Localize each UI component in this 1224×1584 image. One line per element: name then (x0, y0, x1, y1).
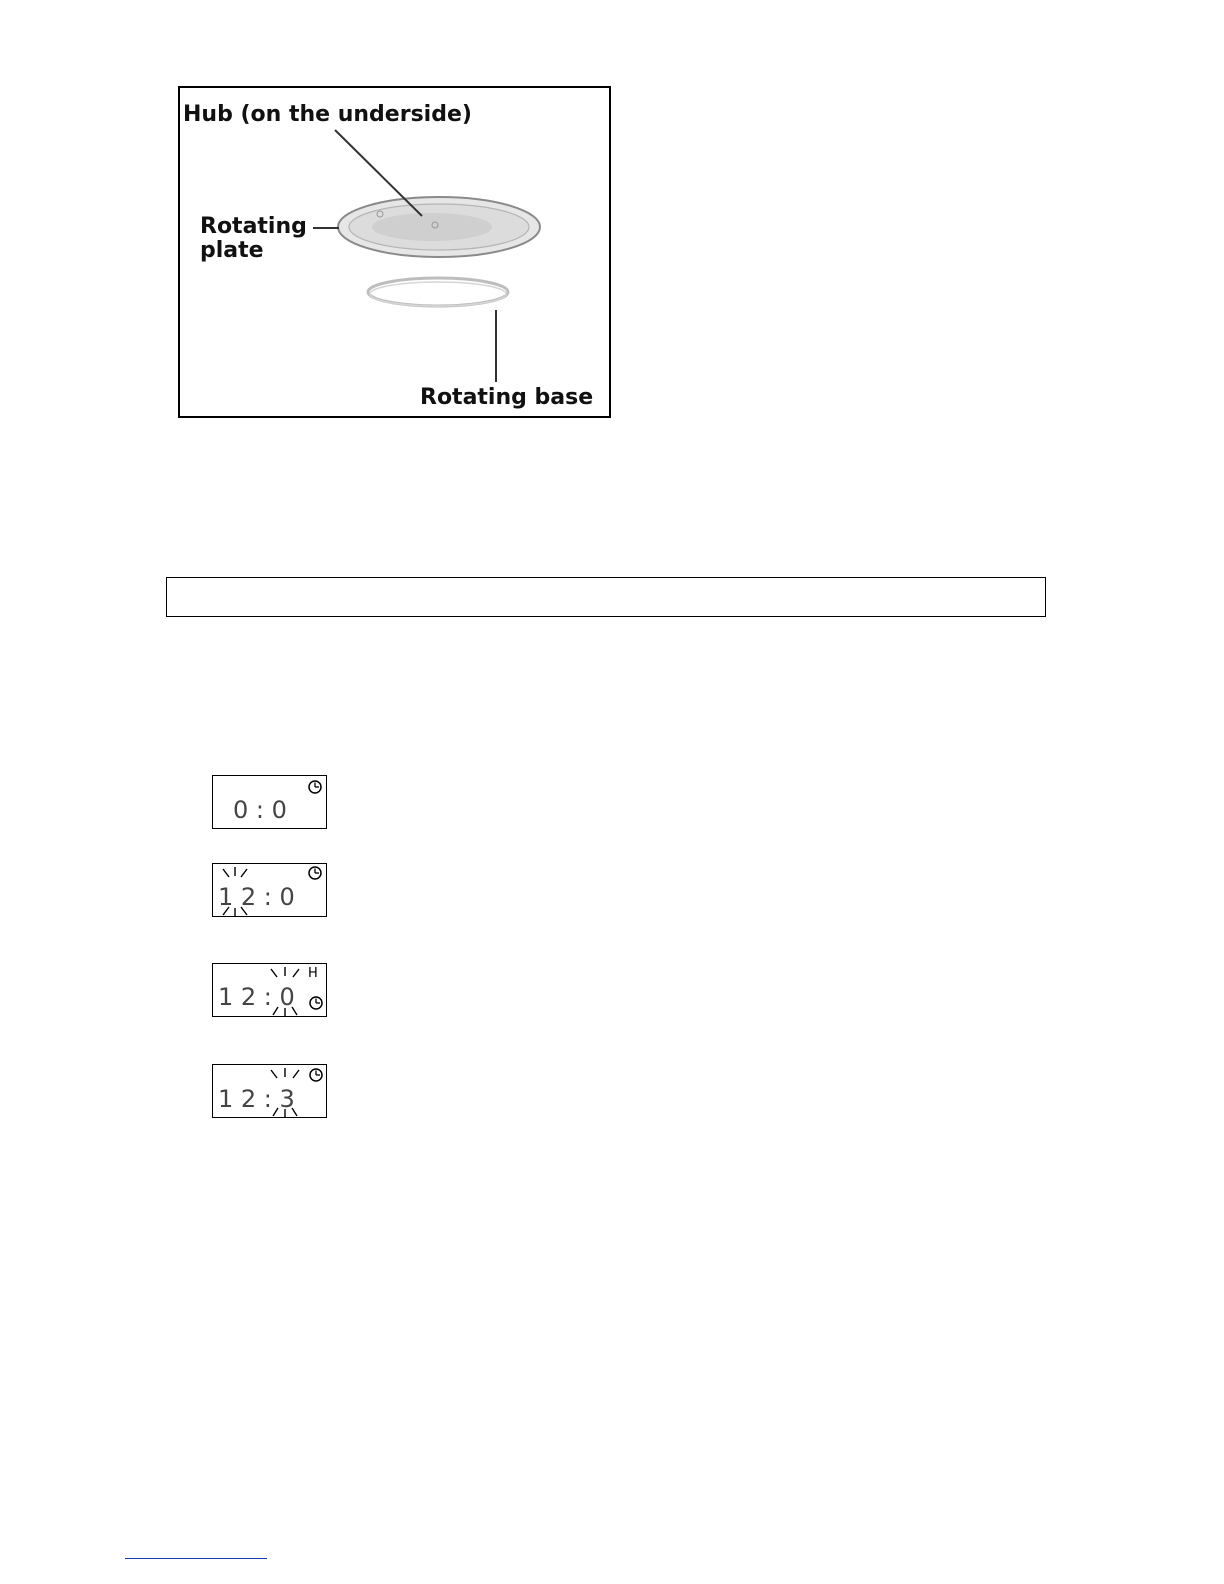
rotating-plate-label-line1: Rotating (200, 214, 307, 239)
lcd-display-minutes (212, 1064, 327, 1118)
clock-icon (309, 867, 321, 879)
clock-icon (309, 781, 321, 793)
lcd-readout: 1 2 : 0 (218, 883, 295, 911)
lcd-display-minutes-h (212, 963, 327, 1017)
lcd-display-hours (212, 863, 327, 917)
clock-icon (310, 1069, 322, 1081)
rotating-base-label: Rotating base (420, 385, 594, 410)
turntable-figure (178, 86, 611, 418)
rotating-plate-label-line2: plate (200, 238, 264, 263)
lcd-readout: 0 : 0 (233, 796, 287, 824)
hub-shape (372, 213, 492, 241)
clock-icon (310, 997, 322, 1009)
lcd-readout: 1 2 : 3 (218, 1085, 295, 1113)
lcd-display-initial (212, 775, 327, 829)
footnote-separator (125, 1558, 267, 1559)
empty-text-box (166, 577, 1046, 617)
hour-indicator: H (308, 966, 318, 981)
lcd-readout: 1 2 : 0 (218, 983, 295, 1011)
hub-label: Hub (on the underside) (183, 102, 472, 127)
